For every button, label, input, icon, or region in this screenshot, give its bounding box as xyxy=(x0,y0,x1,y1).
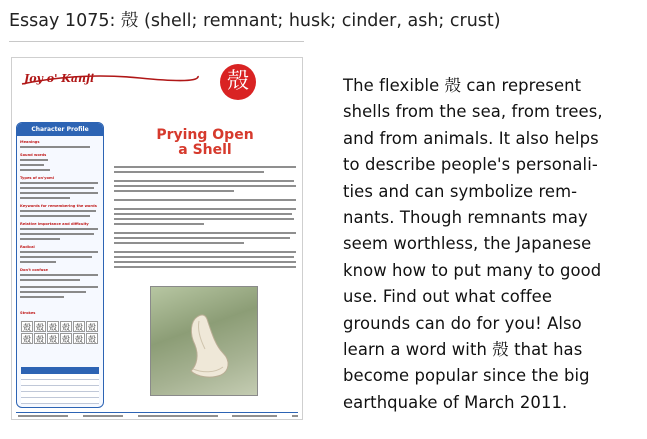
profile-section-strokes: Strokes xyxy=(20,311,36,315)
description-line: know how to put many to good xyxy=(343,260,602,280)
profile-text-line xyxy=(20,164,44,166)
profile-text-line xyxy=(20,215,90,217)
thumbnail-footer-rule xyxy=(16,412,298,413)
stroke-cell: 殻 xyxy=(88,335,96,344)
brand-logo: Joy o' Kanji xyxy=(24,72,95,85)
essay-description xyxy=(343,73,643,416)
profile-text-line xyxy=(20,233,94,235)
profile-text-line xyxy=(20,197,70,199)
stroke-cell: 殻 xyxy=(75,335,83,344)
article-title xyxy=(110,128,300,158)
description-line: nants. Though remnants may xyxy=(343,208,588,228)
article-title-line: a Shell xyxy=(178,142,232,158)
profile-text-line xyxy=(20,238,60,240)
description-line: ties and can symbolize rem- xyxy=(343,181,578,201)
profile-text-line xyxy=(20,228,98,230)
thumbnail-header xyxy=(12,58,302,104)
description-line: learn a word with 殻 that has xyxy=(343,340,583,360)
profile-header: Character Profile xyxy=(17,123,103,136)
stroke-cell: 殻 xyxy=(49,335,57,344)
description-line: grounds can do for you! Also xyxy=(343,313,582,333)
profile-text-line xyxy=(20,159,48,161)
profile-text-line xyxy=(20,286,98,288)
profile-text-line xyxy=(20,274,98,276)
stroke-cell: 殻 xyxy=(62,323,70,332)
profile-section-confuse: Don't confuse xyxy=(20,268,48,272)
ratings-row xyxy=(21,398,99,404)
essay-title: Essay 1075: 殻 (shell; remnant; husk; cinder, ash; crust) xyxy=(9,11,501,31)
description-line: The flexible 殻 can represent xyxy=(343,76,582,95)
stroke-cell: 殻 xyxy=(36,335,44,344)
stroke-cell: 殻 xyxy=(62,335,70,344)
profile-text-line xyxy=(20,146,90,148)
profile-text-line xyxy=(20,182,98,184)
shell-photo xyxy=(150,286,258,396)
thumbnail-footer xyxy=(18,415,298,419)
article-title-line: Prying Open xyxy=(156,127,254,143)
stroke-cell: 殻 xyxy=(75,323,83,332)
description-line: seem worthless, the Japanese xyxy=(343,234,592,254)
kanji-badge: 殻 xyxy=(220,64,256,100)
profile-section-sound: Sound words xyxy=(20,153,47,157)
profile-section-keywords: Keywords for remembering the words xyxy=(20,204,97,208)
description-line: shells from the sea, from trees, xyxy=(343,102,603,122)
profile-text-line xyxy=(20,296,64,298)
stroke-cell: 殻 xyxy=(49,323,57,332)
description-line: and from animals. It also helps xyxy=(343,128,599,148)
stroke-order-grid xyxy=(21,321,99,344)
profile-text-line xyxy=(20,251,98,253)
profile-section-radical: Radical xyxy=(20,245,35,249)
profile-text-line xyxy=(20,261,56,263)
essay-thumbnail[interactable] xyxy=(11,57,303,420)
ratings-table xyxy=(21,367,99,404)
article-body-text xyxy=(114,166,296,271)
profile-text-line xyxy=(20,210,96,212)
description-line: use. Find out what coffee xyxy=(343,287,552,307)
description-line: become popular since the big xyxy=(343,366,590,386)
profile-text-line xyxy=(20,291,86,293)
stroke-cell: 殻 xyxy=(88,323,96,332)
profile-text-line xyxy=(20,187,94,189)
profile-section-onyomi: Types of on'yomi xyxy=(20,176,54,180)
character-profile-panel xyxy=(16,122,104,408)
stroke-cell: 殻 xyxy=(23,323,31,332)
stroke-cell: 殻 xyxy=(36,323,44,332)
stroke-cell: 殻 xyxy=(23,335,31,344)
shell-image-icon xyxy=(177,311,239,383)
profile-text-line xyxy=(20,279,80,281)
profile-section-importance: Relative importance and difficulty xyxy=(20,222,89,226)
description-line: to describe people's personali- xyxy=(343,155,598,175)
ratings-header xyxy=(21,367,99,374)
profile-text-line xyxy=(20,256,92,258)
description-line: earthquake of March 2011. xyxy=(343,392,568,412)
profile-text-line xyxy=(20,169,50,171)
profile-text-line xyxy=(20,192,98,194)
title-divider xyxy=(9,41,304,42)
profile-section-meanings: Meanings xyxy=(20,140,40,144)
